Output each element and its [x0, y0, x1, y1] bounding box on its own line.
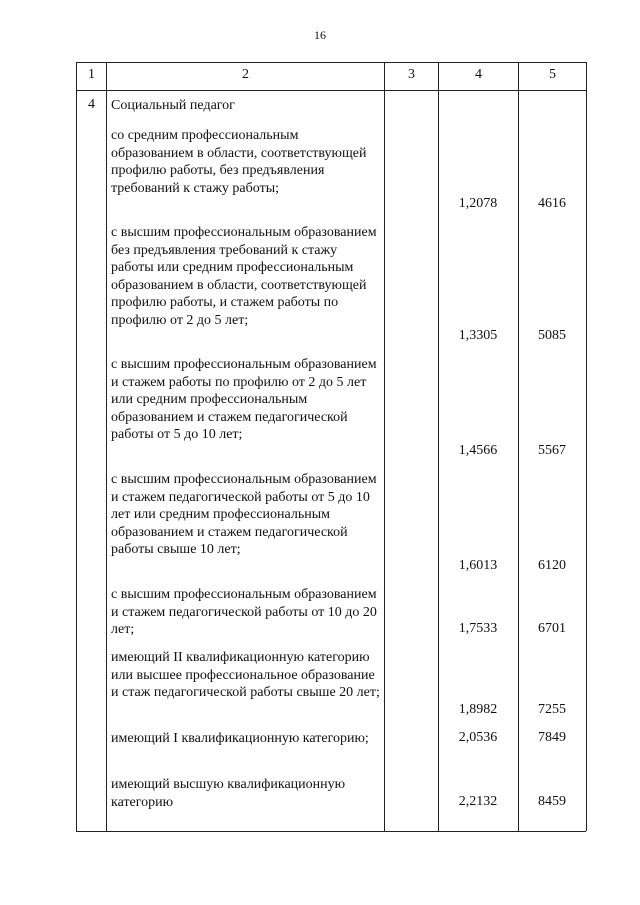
salary-value: 6120 [538, 558, 566, 573]
table-header-divider [76, 90, 586, 91]
coefficient-value: 1,2078 [458, 196, 498, 211]
page-number: 16 [314, 28, 326, 42]
qualification-item: имеющий высшую квалификационную категорию [111, 777, 346, 810]
table-border-top [76, 62, 586, 63]
table-border-right [586, 62, 587, 831]
salary-value: 4616 [538, 196, 566, 211]
header-col-3: 3 [408, 67, 415, 82]
salary-value: 8459 [538, 794, 566, 809]
qualification-item: имеющий I квалификационную категорию; [111, 731, 369, 746]
coefficient-value: 1,4566 [458, 443, 498, 458]
coefficient-value: 1,8982 [458, 702, 498, 717]
header-col-2: 2 [242, 67, 249, 82]
coefficient-value: 1,3305 [458, 328, 498, 343]
row-number: 4 [88, 97, 95, 112]
coefficient-value: 1,6013 [458, 558, 498, 573]
salary-value: 5085 [538, 328, 566, 343]
salary-value: 7255 [538, 702, 566, 717]
qualification-item: с высшим профессиональным образованием и стажем педагогической работы от 5 до 10 лет или средним профессиональным образованием и стажем педагогической работы свыше 10 лет; [111, 472, 377, 557]
salary-value: 5567 [538, 443, 566, 458]
header-col-5: 5 [549, 67, 556, 82]
salary-value: 6701 [538, 621, 566, 636]
coefficient-value: 2,2132 [458, 794, 498, 809]
qualification-item: с высшим профессиональным образованием без предъявления требований к стажу работы или средним профессиональным образованием в области, соответствующей профилю работы, и стажем работы по профилю от 2 до 5 лет; [111, 225, 377, 328]
qualification-item: с высшим профессиональным образованием и стажем работы по профилю от 2 до 5 лет или средним профессиональным образованием и стажем педагогической работы от 5 до 10 лет; [111, 357, 377, 442]
qualification-item: с высшим профессиональным образованием и стажем педагогической работы от 10 до 20 лет; [111, 587, 377, 637]
table-col-divider-2 [384, 62, 385, 831]
header-col-4: 4 [475, 67, 482, 82]
coefficient-value: 2,0536 [458, 730, 498, 745]
salary-value: 7849 [538, 730, 566, 745]
table-border-bottom [76, 831, 586, 832]
table-border-left [76, 62, 77, 831]
table-col-divider-1 [106, 62, 107, 831]
qualification-item: имеющий II квалификационную категорию или высшее профессиональное образование и стаж педагогической работы свыше 20 лет; [111, 650, 380, 700]
qualification-item: со средним профессиональным образованием в области, соответствующей профилю работы, без предъявления требований к стажу работы; [111, 128, 367, 196]
coefficient-value: 1,7533 [458, 621, 498, 636]
header-col-1: 1 [88, 67, 95, 82]
position-title: Социальный педагог [111, 98, 235, 113]
